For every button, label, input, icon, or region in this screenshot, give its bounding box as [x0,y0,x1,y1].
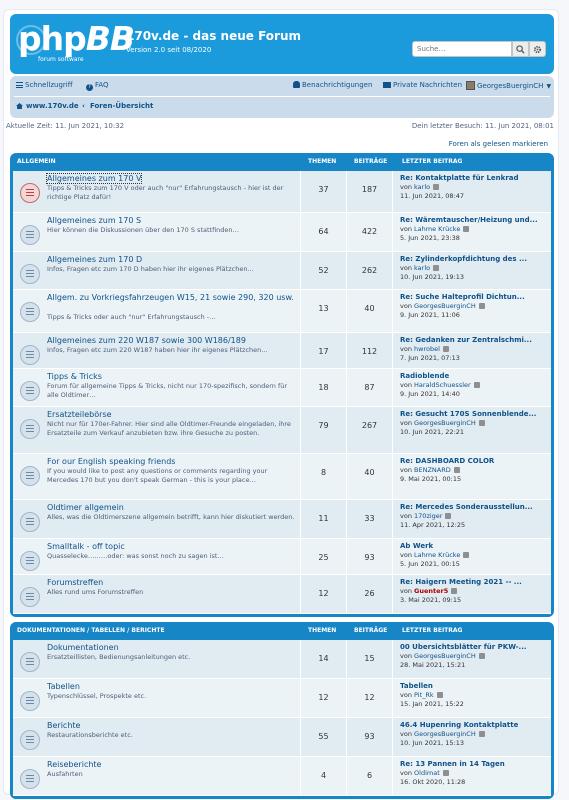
last-post-date: 9. Jun 2021, 14:40 [400,390,460,398]
topics-count: 55 [318,732,329,741]
forum-row [13,290,551,333]
last-post-by-label: von [400,345,412,353]
column-posts-header: BEITRÄGE [354,627,388,634]
last-post-date: 15. Jan 2021, 15:22 [400,700,464,708]
forum-name-link[interactable]: Smalltalk - off topic [47,542,125,551]
topics-count: 25 [318,553,329,562]
avatar [466,81,475,90]
forum-unread-icon[interactable] [20,183,40,203]
last-post-title-link[interactable]: Radioblende [400,372,450,380]
topics-count-cell [300,171,346,212]
quicklinks-label: Schnellzugriff [25,81,73,89]
logo-text-bb: BB [85,19,135,58]
last-post-title-link[interactable]: Re: DASHBOARD COLOR [400,457,495,465]
column-topics-header: THEMEN [308,627,337,634]
view-latest-post-icon[interactable] [479,653,485,659]
posts-count-cell [346,539,392,574]
forum-read-icon[interactable] [20,652,40,672]
last-post-date: 5. Jun 2021, 23:38 [400,234,460,242]
site-description: Version 2.0 seit 08/2020 [126,46,212,54]
last-post-author-link[interactable]: Pit_Rk [414,691,434,699]
topics-count: 79 [318,421,329,430]
last-post-date: 28. Mai 2021, 15:21 [400,661,466,669]
last-post-by-label: von [400,302,412,310]
topics-count: 18 [318,383,329,392]
forum-description: Quasselecke………oder: was sonst noch zu sagen ist… [47,552,224,560]
last-post-author-line [400,652,551,660]
nav-divider [14,96,550,97]
topics-count: 12 [318,693,329,702]
topics-count-cell [300,640,346,678]
posts-count-cell [346,252,392,289]
last-post-author-line [400,225,551,233]
last-post-by-label: von [400,730,412,738]
last-post-title-link[interactable]: Re: 13 Pannen in 14 Tagen [400,760,505,768]
page-wrapper [3,9,559,795]
view-latest-post-icon[interactable] [433,184,439,190]
forum-read-icon[interactable] [20,381,40,401]
last-post-date: 3. Mai 2021, 09:15 [400,596,462,604]
view-latest-post-icon[interactable] [454,467,460,473]
forum-row [13,333,551,369]
last-post-author-link[interactable]: BENZNARD [414,466,451,474]
view-latest-post-icon[interactable] [479,303,485,309]
quicklinks-menu[interactable] [16,81,73,89]
last-post-author-link[interactable]: Guenter5 [414,587,449,595]
current-time: Aktuelle Zeit: 11. Jun 2021, 10:32 [6,122,125,130]
faq-label: FAQ [95,81,109,89]
last-post-author-line [400,587,551,595]
forum-row [13,640,551,679]
forum-read-icon[interactable] [20,587,40,607]
last-post-author-link[interactable]: karlo [414,183,431,191]
posts-count-cell [346,757,392,795]
last-post-by-label: von [400,225,412,233]
posts-count: 40 [364,304,375,313]
forum-row [13,575,551,614]
last-post-cell [392,679,551,717]
last-post-cell [392,640,551,678]
last-post-author-line [400,730,551,738]
forum-row [13,679,551,718]
category-title[interactable]: DOKUMENTATIONEN / TABELLEN / BERICHTE [17,627,165,634]
forum-name-link[interactable] [47,174,297,184]
forum-row [13,757,551,796]
last-post-date: 16. Okt 2020, 11:28 [400,778,466,786]
last-visit: Dein letzter Besuch: 11. Jun 2021, 08:01 [411,122,554,130]
breadcrumb [14,100,550,114]
site-title: 170v.de - das neue Forum [126,29,301,43]
column-topics-header: THEMEN [308,158,337,165]
topics-count: 64 [318,227,329,236]
forum-list [13,640,551,796]
forum-list [13,171,551,614]
posts-count-cell [346,575,392,613]
view-latest-post-icon[interactable] [443,346,449,352]
forum-name-link[interactable]: Tabellen [47,682,80,691]
last-post-date: 7. Jun 2021, 07:13 [400,354,460,362]
posts-count: 262 [361,266,378,275]
last-post-title-link[interactable]: Re: Gesucht 170S Sonnenblende... [400,410,537,418]
category-dokumentationen [10,622,554,799]
topics-count: 37 [318,185,329,194]
forum-row [13,454,551,500]
last-post-date: 9. Jun 2021, 11:06 [400,311,460,319]
topics-count-cell [300,718,346,756]
last-post-title-link[interactable]: Re: Suche Halteprofil Dichtun... [400,293,525,301]
posts-count-cell [346,213,392,251]
last-post-by-label: von [400,183,412,191]
last-post-author-link[interactable]: GeorgesBuerginCH [414,652,476,660]
last-post-by-label: von [400,381,412,389]
category-header [13,153,551,171]
topics-count-cell [300,369,346,406]
posts-count-cell [346,454,392,499]
gear-icon [533,45,542,54]
last-post-cell [392,539,551,574]
search-button[interactable] [512,41,529,57]
last-post-cell [392,252,551,289]
forum-description: Tipps & Tricks zum 170 V oder auch "nur" Erfahrungstausch - hier ist der richtige Platz dafür! [47,184,284,201]
forum-name-link[interactable]: Allgem. zu Vorkriegsfahrzeugen W15, 21 sowie 290, 320 usw. [47,293,294,302]
last-post-author-link[interactable]: Oldimat [414,769,440,777]
logo-text [18,19,135,58]
last-post-cell [392,290,551,332]
posts-count-cell [346,679,392,717]
last-post-date: 10. Jun 2021, 22:21 [400,428,465,436]
forum-read-icon[interactable] [20,551,40,571]
forum-description: Hier können die Diskussionen über den 170 S stattfinden… [47,226,240,234]
forum-name-link[interactable]: Allgemeines zum 220 W187 sowie 300 W186/189 [47,336,246,345]
category-title[interactable]: ALLGEMEIN [17,158,56,165]
forum-name-link[interactable]: Allgemeines zum 170 S [47,216,142,225]
forum-read-icon[interactable] [20,730,40,750]
posts-count-cell [346,290,392,332]
question-icon: ? [86,84,93,91]
breadcrumb-forum-index[interactable]: Foren-Übersicht [90,102,154,110]
nav-top-row [14,79,550,93]
posts-count-cell [346,369,392,406]
forum-name-text: Allgemeines zum 170 V [47,174,142,183]
forum-description: Tipps & Tricks oder auch "nur" Erfahrungstausch -… [47,313,216,321]
search-box [412,41,546,57]
forum-read-icon[interactable] [20,264,40,284]
view-latest-post-icon[interactable] [437,692,443,698]
last-post-author-link[interactable]: Lahme Krücke [414,551,461,559]
posts-count-cell [346,640,392,678]
last-post-title-link[interactable]: Re: Zylinderkopfdichtung des ... [400,255,527,263]
forum-description: Alles rund ums Forumstreffen [47,588,144,596]
last-post-date: 9. Mai 2021, 00:15 [400,475,462,483]
last-post-title-link[interactable]: 00 Übersichtsblätter für PKW-... [400,643,527,651]
last-post-author-line [400,381,551,389]
view-latest-post-icon[interactable] [445,513,451,519]
navbar [10,76,554,118]
last-post-author-link[interactable]: Lahme Krücke [414,225,461,233]
topics-count-cell [300,539,346,574]
last-post-author-link[interactable]: GeorgesBuerginCH [414,419,476,427]
posts-count-cell [346,718,392,756]
topics-count-cell [300,454,346,499]
last-post-author-link[interactable]: karlo [414,264,431,272]
forum-description: Restaurationsberichte etc. [47,731,133,739]
site-header [10,14,554,74]
last-post-author-link[interactable]: GeorgesBuerginCH [414,730,476,738]
last-post-title-link[interactable]: Tabellen [400,682,433,690]
view-latest-post-icon[interactable] [463,226,469,232]
forum-read-icon[interactable] [20,345,40,365]
last-post-author-line [400,183,551,191]
posts-count: 93 [364,732,375,741]
last-post-title-link[interactable]: Re: Wäremtauscher/Heizung und... [400,216,538,224]
search-icon [516,45,525,54]
bell-icon [293,81,300,88]
last-post-author-line [400,466,551,474]
posts-count: 87 [364,383,375,392]
forum-name-link[interactable]: For our English speaking friends [47,457,176,466]
forum-read-icon[interactable] [20,466,40,486]
view-latest-post-icon[interactable] [463,552,469,558]
caret-down-icon: ▼ [546,83,552,90]
last-post-cell [392,757,551,795]
private-messages-link[interactable] [383,81,462,89]
last-post-cell [392,454,551,499]
column-posts-header: BEITRÄGE [354,158,388,165]
forum-row [13,407,551,454]
last-post-by-label: von [400,264,412,272]
forum-description: Nicht nur für 170er-Fahrer. Hier sind alle Oldtimer-Freunde eingeladen, ihre Ersatzteile zum Verkauf anzubieten bzw. ihre Gesuche zu posten. [47,420,291,437]
last-post-cell [392,575,551,613]
forum-description: If you would like to post any questions or comments regarding your Mercedes 170 but you don't speak German - this is your place… [47,467,268,484]
view-latest-post-icon[interactable] [474,382,480,388]
forum-read-icon[interactable] [20,302,40,322]
posts-count: 33 [364,514,375,523]
forum-row [13,171,551,213]
last-post-by-label: von [400,512,412,520]
username-label: GeorgesBuerginCH [477,82,544,90]
forum-name-link[interactable]: Berichte [47,721,81,730]
posts-count-cell [346,500,392,538]
last-post-cell [392,369,551,406]
forum-description: Typenschlüssel, Prospekte etc. [47,692,147,700]
breadcrumb-separator: ‹ [82,102,85,110]
forum-description: Infos, Fragen etc zum 220 W187 haben hier ihr eigenes Plätzchen… [47,346,268,354]
topics-count: 13 [318,304,329,313]
last-post-title-link[interactable]: Re: Haigern Meeting 2021 -- ... [400,578,522,586]
home-icon [16,103,23,109]
phpbb-logo[interactable] [18,19,135,66]
last-post-cell [392,171,551,212]
forum-row [13,539,551,575]
forum-name-link[interactable]: Forumstreffen [47,578,104,587]
forum-name-link[interactable]: Oldtimer allgemein [47,503,124,512]
last-post-title-link[interactable]: Ab Werk [400,542,434,550]
column-lastpost-header: LETZTER BEITRAG [402,158,463,165]
notifications-link[interactable] [293,81,372,89]
forum-row [13,213,551,252]
notifications-label: Benachrichtigungen [302,81,373,89]
last-post-by-label: von [400,587,412,595]
last-post-by-label: von [400,769,412,777]
last-post-author-line [400,769,551,777]
private-messages-label: Private Nachrichten [393,81,463,89]
last-post-date: 10. Jun 2021, 19:13 [400,273,465,281]
last-post-author-line [400,302,551,310]
forum-row [13,500,551,539]
category-allgemein [10,153,554,617]
last-post-author-line [400,264,551,272]
topics-count-cell [300,252,346,289]
posts-count-cell [346,333,392,368]
last-post-author-line [400,512,551,520]
last-post-author-link[interactable]: GeorgesBuerginCH [414,302,476,310]
forum-description: Infos, Fragen etc zum 170 D haben hier ihr eigenes Plätzchen… [47,265,254,273]
last-post-author-link[interactable]: hwrobel [414,345,440,353]
last-post-by-label: von [400,691,412,699]
topics-count-cell [300,333,346,368]
forum-read-icon[interactable] [20,225,40,245]
forum-row [13,369,551,407]
logo-subtitle: forum software [38,56,84,63]
posts-count: 6 [366,771,373,780]
topics-count: 17 [318,347,329,356]
topics-count: 14 [318,654,329,663]
mark-forums-read-link[interactable]: Foren als gelesen markieren [448,140,548,148]
posts-count: 112 [361,347,378,356]
forum-name-link[interactable]: Ersatzteilebörse [47,410,112,419]
last-post-by-label: von [400,551,412,559]
posts-count: 93 [364,553,375,562]
user-menu[interactable] [466,81,551,90]
last-post-date: 11. Apr 2021, 12:25 [400,521,466,529]
topics-count-cell [300,575,346,613]
forum-description: Forum für allgemeine Tipps & Tricks, nicht nur 170-spezifisch, sondern für alle Oldtimer… [47,382,288,399]
posts-count-cell [346,407,392,453]
forum-read-icon[interactable] [20,769,40,789]
view-latest-post-icon[interactable] [479,731,485,737]
last-post-title-link[interactable]: Re: Mercedes Sonderausstellun... [400,503,533,511]
last-post-author-link[interactable]: HaraldSchuessler [414,381,471,389]
last-post-author-line [400,345,551,353]
topics-count: 52 [318,266,329,275]
last-post-cell [392,333,551,368]
topics-count-cell [300,679,346,717]
faq-link[interactable] [86,81,109,91]
topics-count-cell [300,290,346,332]
posts-count: 267 [361,421,378,430]
forum-name-link[interactable]: Dokumentationen [47,643,119,652]
topics-count: 12 [318,589,329,598]
topics-count-cell [300,757,346,795]
last-post-title-link[interactable]: 46.4 Hupenring Kontaktplatte [400,721,519,729]
forum-read-icon[interactable] [20,691,40,711]
forum-read-icon[interactable] [20,419,40,439]
topics-count: 11 [318,514,329,523]
posts-count: 15 [364,654,375,663]
last-post-author-line [400,551,551,559]
view-latest-post-icon[interactable] [479,420,485,426]
last-post-date: 5. Jun 2021, 00:15 [400,560,460,568]
forum-name-link[interactable]: Tipps & Tricks [47,372,102,381]
posts-count: 40 [364,468,375,477]
last-post-date: 10. Jun 2021, 15:13 [400,739,465,747]
posts-count: 422 [361,227,378,236]
posts-count-cell [346,171,392,212]
column-lastpost-header: LETZTER BEITRAG [402,627,463,634]
last-post-by-label: von [400,652,412,660]
last-post-author-link[interactable]: 170ziger [414,512,443,520]
breadcrumb-home-label: www.170v.de [26,102,79,110]
last-post-author-line [400,419,551,427]
posts-count: 187 [361,185,378,194]
breadcrumb-home[interactable] [16,102,79,110]
posts-count: 26 [364,589,375,598]
category-header [13,622,551,640]
posts-count: 12 [364,693,375,702]
topics-count-cell [300,407,346,453]
forum-description: Alles, was die Oldtimerszene allgemein betrifft, kann hier diskutiert werden. [47,513,295,521]
view-latest-post-icon[interactable] [443,770,449,776]
last-post-title-link[interactable]: Re: Gedanken zur Zentralschmi... [400,336,532,344]
last-post-by-label: von [400,419,412,427]
last-post-cell [392,500,551,538]
forum-read-icon[interactable] [20,512,40,532]
advanced-search-button[interactable] [529,41,546,57]
topics-count-cell [300,500,346,538]
last-post-author-line [400,691,551,699]
logo-text-php: php [18,19,86,58]
last-post-date: 11. Jun 2021, 08:47 [400,192,465,200]
last-post-cell [392,213,551,251]
forum-description: Ersatzteillisten, Bedienungsanleitungen etc. [47,653,191,661]
forum-name-link[interactable]: Allgemeines zum 170 D [47,255,143,264]
forum-name-link[interactable]: Reiseberichte [47,760,102,769]
last-post-cell [392,407,551,453]
forum-row [13,718,551,757]
forum-description: Ausfahrten [47,770,83,778]
topics-count: 8 [320,468,327,477]
forum-row [13,252,551,290]
hamburger-icon [16,82,23,88]
envelope-icon [383,82,391,88]
view-latest-post-icon[interactable] [433,265,439,271]
last-post-title-link[interactable]: Re: Kontaktplatte für Lenkrad [400,174,519,182]
search-input[interactable] [412,41,512,57]
last-post-by-label: von [400,466,412,474]
last-post-cell [392,718,551,756]
view-latest-post-icon[interactable] [451,588,457,594]
topics-count: 4 [320,771,327,780]
topics-count-cell [300,213,346,251]
